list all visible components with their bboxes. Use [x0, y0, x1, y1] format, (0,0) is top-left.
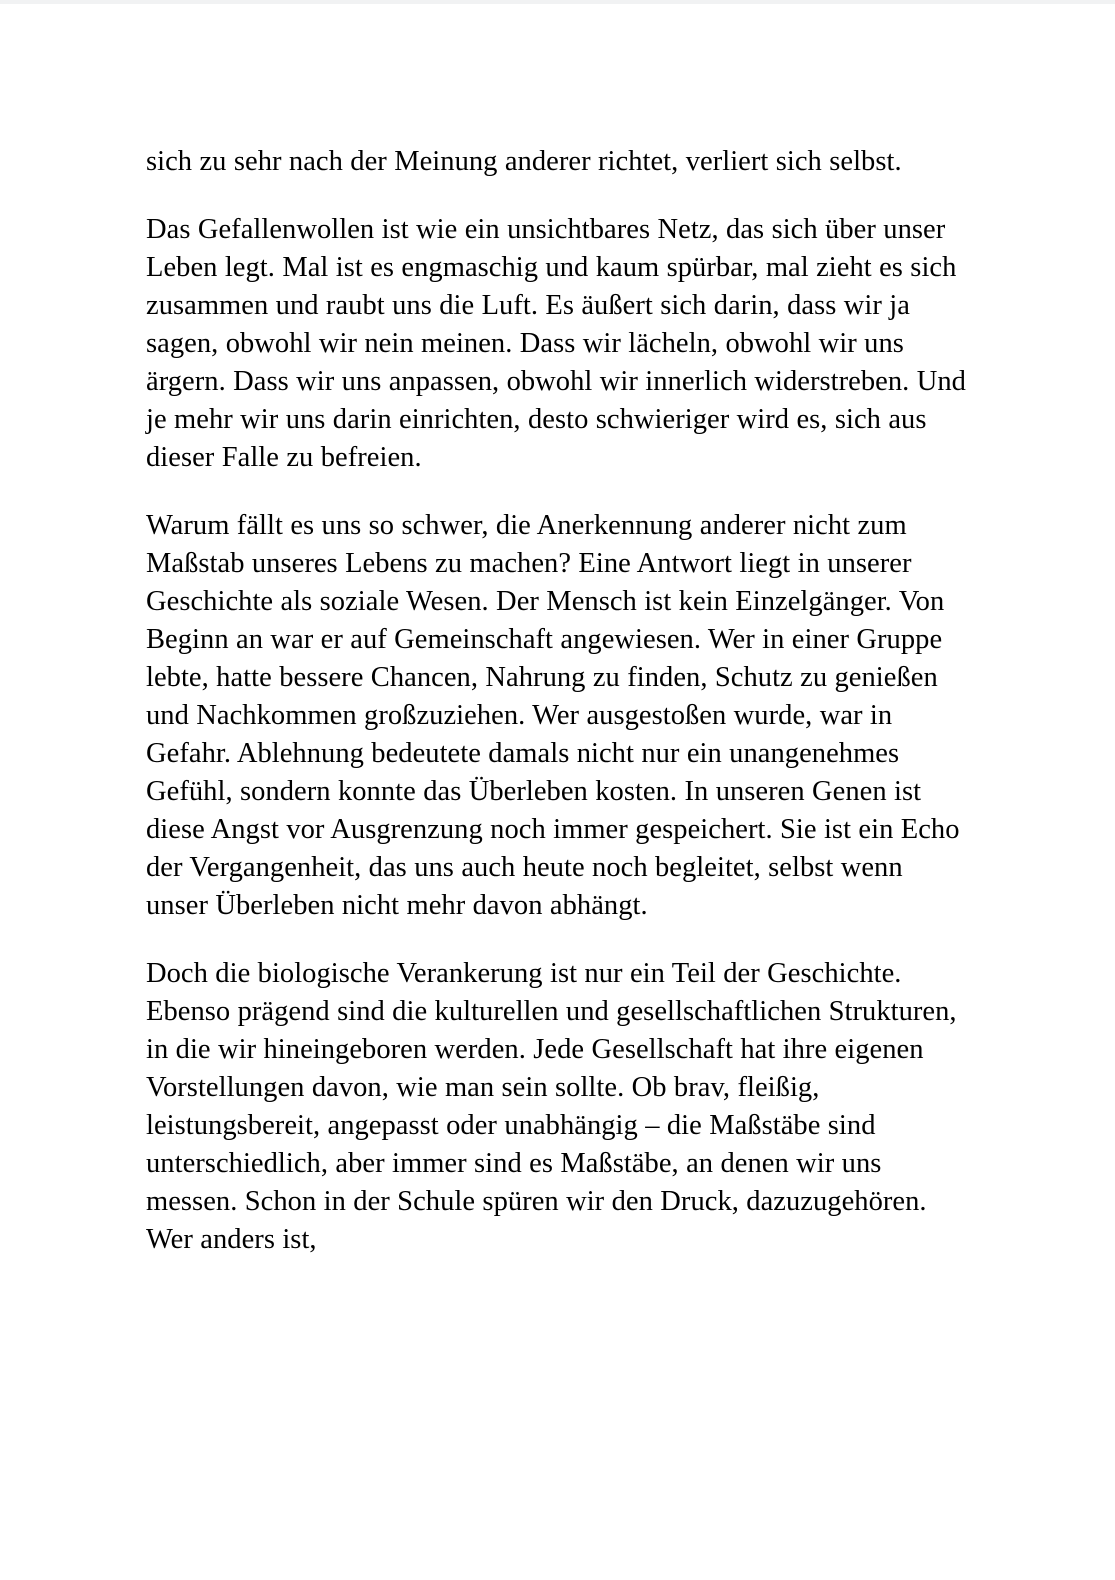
body-paragraph-3: Warum fällt es uns so schwer, die Anerkennung anderer nicht zum Maßstab unseres Lebens zu machen? Eine Antwort liegt in unserer Geschichte als soziale Wesen. Der Mensch ist kein Einzelgänger. Von Beginn an war er auf Gemeinschaft angewiesen. Wer in einer Gruppe lebte, hatte bessere Chancen, Nahrung zu finden, Schutz zu genießen und Nachkommen großzuziehen. Wer ausgestoßen wurde, war in Gefahr. Ablehnung bedeutete damals nicht nur ein unangenehmes Gefühl, sondern konnte das Überleben kosten. In unseren Genen ist diese Angst vor Ausgrenzung noch immer gespeichert. Sie ist ein Echo der Vergangenheit, das uns auch heute noch begleitet, selbst wenn unser Überleben nicht mehr davon abhängt.: [146, 510, 960, 921]
body-paragraph-4: Doch die biologische Verankerung ist nur ein Teil der Geschichte. Ebenso prägend sind die kulturellen und gesellschaftlichen Strukturen, in die wir hineingeboren werden. Jede Gesellschaft hat ihre eigenen Vorstellungen davon, wie man sein sollte. Ob brav, fleißig, leistungsbereit, angepasst oder unabhängig – die Maßstäbe sind unterschiedlich, aber immer sind es Maßstäbe, an denen wir uns messen. Schon in der Schule spüren wir den Druck, dazuzugehören. Wer anders ist,: [146, 958, 957, 1255]
page-top-edge-band: [0, 0, 1115, 4]
body-paragraph-2: Das Gefallenwollen ist wie ein unsichtbares Netz, das sich über unser Leben legt. Mal ist es engmaschig und kaum spürbar, mal zieht es sich zusammen und raubt uns die Luft. Es äußert sich darin, dass wir ja sagen, obwohl wir nein meinen. Dass wir lächeln, obwohl wir uns ärgern. Dass wir uns anpassen, obwohl wir innerlich widerstreben. Und je mehr wir uns darin einrichten, desto schwieriger wird es, sich aus dieser Falle zu befreien.: [146, 214, 966, 473]
body-text-column: [146, 143, 966, 1259]
body-paragraph-1: sich zu sehr nach der Meinung anderer richtet, verliert sich selbst.: [146, 146, 902, 177]
